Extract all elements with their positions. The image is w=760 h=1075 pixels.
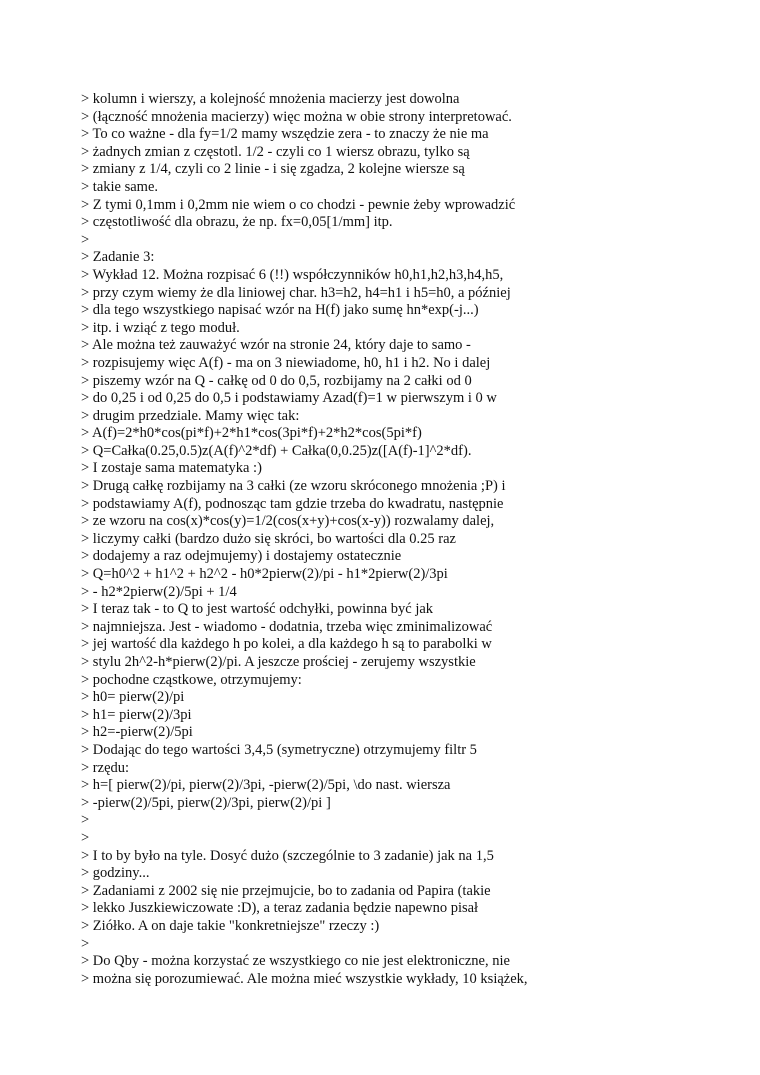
text-line: > Dodając do tego wartości 3,4,5 (symetryczne) otrzymujemy filtr 5 <box>81 741 477 758</box>
text-line: > Drugą całkę rozbijamy na 3 całki (ze wzoru skróconego mnożenia ;P) i <box>81 478 506 495</box>
text-line: > Wykład 12. Można rozpisać 6 (!!) współczynników h0,h1,h2,h3,h4,h5, <box>81 266 504 283</box>
text-line: > Do Qby - można korzystać ze wszystkiego co nie jest elektroniczne, nie <box>81 953 510 970</box>
quoted-message-body <box>81 91 721 988</box>
text-line: > Z tymi 0,1mm i 0,2mm nie wiem o co chodzi - pewnie żeby wprowadzić <box>81 196 516 213</box>
text-line: > żadnych zmian z częstotl. 1/2 - czyli co 1 wiersz obrazu, tylko są <box>81 143 470 160</box>
text-line: > godziny... <box>81 865 150 882</box>
text-line: > rozpisujemy więc A(f) - ma on 3 niewiadome, h0, h1 i h2. No i dalej <box>81 354 491 371</box>
text-line: > częstotliwość dla obrazu, że np. fx=0,05[1/mm] itp. <box>81 214 393 231</box>
text-line: > <box>81 231 90 248</box>
text-line: > można się porozumiewać. Ale można mieć wszystkie wykłady, 10 książek, <box>81 970 528 987</box>
text-line: > rzędu: <box>81 759 130 776</box>
text-line: > <box>81 935 90 952</box>
text-line: > kolumn i wierszy, a kolejność mnożenia macierzy jest dowolna <box>81 91 460 107</box>
text-line: > <box>81 812 90 829</box>
text-line: > dla tego wszystkiego napisać wzór na H(f) jako sumę hn*exp(-j...) <box>81 302 479 319</box>
text-line: > lekko Juszkiewiczowate :D), a teraz zadania będzie napewno pisał <box>81 900 479 917</box>
text-line: > przy czym wiemy że dla liniowej char. h3=h2, h4=h1 i h5=h0, a później <box>81 284 511 301</box>
text-line: > h2=-pierw(2)/5pi <box>81 724 193 741</box>
text-line: > dodajemy a raz odejmujemy) i dostajemy ostatecznie <box>81 548 402 565</box>
text-line: > stylu 2h^2-h*pierw(2)/pi. A jeszcze prościej - zerujemy wszystkie <box>81 654 476 670</box>
text-line: > h=[ pierw(2)/pi, pierw(2)/3pi, -pierw(2)/5pi, \do nast. wiersza <box>81 777 451 794</box>
text-line: > zmiany z 1/4, czyli co 2 linie - i się zgadza, 2 kolejne wiersze są <box>81 161 465 178</box>
text-line: > jej wartość dla każdego h po kolei, a dla każdego h są to parabolki w <box>81 636 492 653</box>
text-line: > ze wzoru na cos(x)*cos(y)=1/2(cos(x+y)+cos(x-y)) rozwalamy dalej, <box>81 513 495 530</box>
text-line: > podstawiamy A(f), podnosząc tam gdzie trzeba do kwadratu, następnie <box>81 495 504 512</box>
text-line: > I zostaje sama matematyka :) <box>81 460 262 477</box>
text-line: > piszemy wzór na Q - całkę od 0 do 0,5, rozbijamy na 2 całki od 0 <box>81 372 472 389</box>
text-line: > drugim przedziale. Mamy więc tak: <box>81 407 300 424</box>
text-line: > Zadanie 3: <box>81 249 155 266</box>
text-line: > Q=Całka(0.25,0.5)z(A(f)^2*df) + Całka(0,0.25)z([A(f)-1]^2*df). <box>81 442 472 459</box>
text-line: > To co ważne - dla fy=1/2 mamy wszędzie zera - to znaczy że nie ma <box>81 126 489 143</box>
text-line: > Zadaniami z 2002 się nie przejmujcie, bo to zadania od Papira (takie <box>81 882 491 899</box>
text-line: > najmniejsza. Jest - wiadomo - dodatnia, trzeba więc zminimalizować <box>81 618 493 635</box>
text-line: > - h2*2pierw(2)/5pi + 1/4 <box>81 583 237 600</box>
text-line: > do 0,25 i od 0,25 do 0,5 i podstawiamy Azad(f)=1 w pierwszym i 0 w <box>81 390 497 407</box>
text-line: > itp. i wziąć z tego moduł. <box>81 319 240 336</box>
text-line: > Q=h0^2 + h1^2 + h2^2 - h0*2pierw(2)/pi - h1*2pierw(2)/3pi <box>81 566 448 583</box>
text-line: > h0= pierw(2)/pi <box>81 689 185 706</box>
text-line: > liczymy całki (bardzo dużo się skróci, bo wartości dla 0.25 raz <box>81 530 456 547</box>
text-line: > <box>81 829 90 846</box>
text-line: > pochodne cząstkowe, otrzymujemy: <box>81 671 302 688</box>
text-line: > -pierw(2)/5pi, pierw(2)/3pi, pierw(2)/pi ] <box>81 794 331 811</box>
text-line: > takie same. <box>81 178 159 195</box>
text-line: > I teraz tak - to Q to jest wartość odchyłki, powinna być jak <box>81 601 434 618</box>
text-line: > h1= pierw(2)/3pi <box>81 706 192 723</box>
text-line: > A(f)=2*h0*cos(pi*f)+2*h1*cos(3pi*f)+2*h2*cos(5pi*f) <box>81 425 422 442</box>
text-line: > (łączność mnożenia macierzy) więc można w obie strony interpretować. <box>81 108 512 125</box>
text-line: > I to by było na tyle. Dosyć dużo (szczególnie to 3 zadanie) jak na 1,5 <box>81 847 494 864</box>
text-line: > Ziółko. A on daje takie "konkretniejsze" rzeczy :) <box>81 917 380 934</box>
text-line: > Ale można też zauważyć wzór na stronie 24, który daje to samo - <box>81 337 471 354</box>
